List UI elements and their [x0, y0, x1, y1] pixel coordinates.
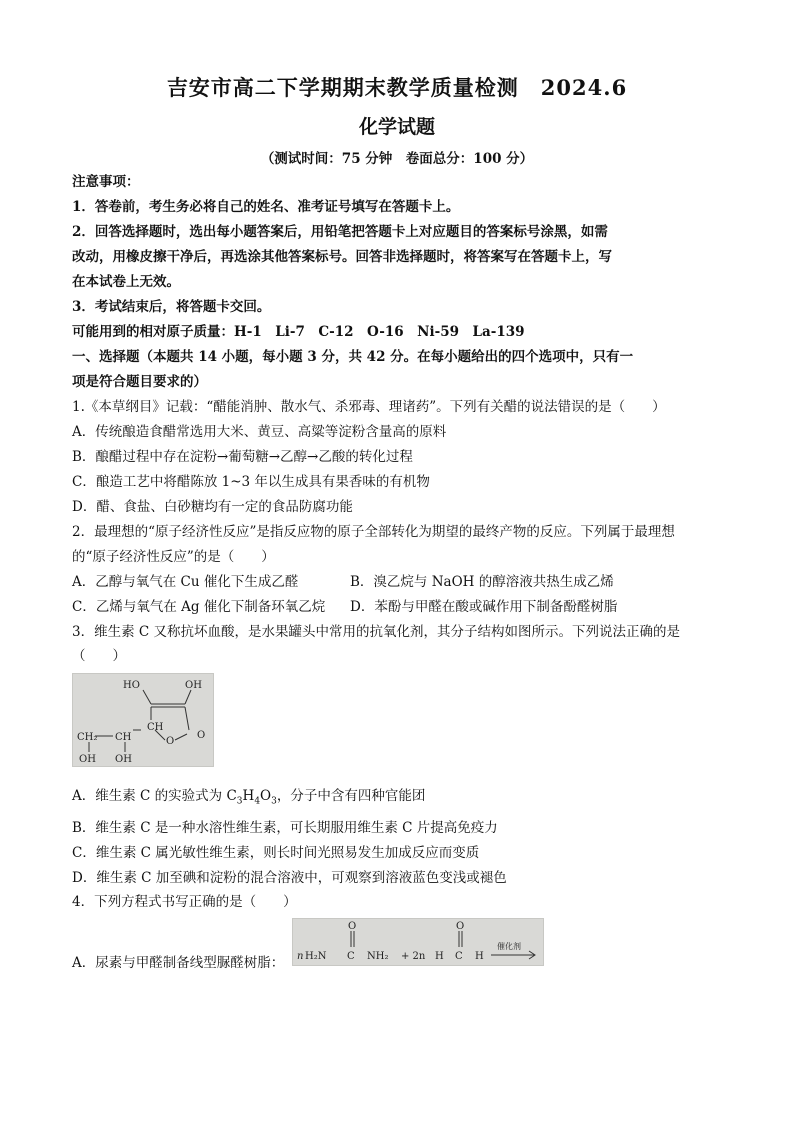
eq-n: n: [297, 951, 304, 962]
atomic-mass: 可能用到的相对原子质量：H-1 Li-7 C-12 O-16 Ni-59 La-139: [72, 324, 525, 340]
q2-stem: 2．最理想的“原子经济性反应”是指反应物的原子全部转化为期望的最终产物的反应。下列属于最理想: [72, 524, 675, 540]
q1-option-c: C．酿造工艺中将醋陈放 1~3 年以生成具有果香味的有机物: [72, 474, 430, 490]
urea-formaldehyde-equation-image: [292, 918, 544, 966]
q2-stem-cont: 的“原子经济性反应”的是（ ）: [72, 549, 275, 565]
q2-option-c: C．乙烯与氧气在 Ag 催化下制备环氧乙烷: [72, 599, 326, 615]
eq-o2: O: [456, 921, 465, 932]
note-3: 3．考试结束后，将答题卡交回。: [72, 299, 271, 315]
q3-stem-cont: （ ）: [72, 648, 126, 664]
vitamin-c-structure-image: [72, 673, 214, 767]
eq-nh2: NH₂: [367, 951, 389, 962]
q1-option-b: B．酿醋过程中存在淀粉→葡萄糖→乙醇→乙酸的转化过程: [72, 449, 413, 465]
note-2-end: 在本试卷上无效。: [72, 274, 180, 290]
note-2-cont: 改动，用橡皮擦干净后，再选涂其他答案标号。回答非选择题时，将答案写在答题卡上，写: [72, 249, 612, 265]
section-heading-cont: 项是符合题目要求的）: [72, 374, 207, 390]
mol-label-ch2: CH₂: [77, 732, 98, 743]
q4-stem: 4．下列方程式书写正确的是（ ）: [72, 894, 297, 910]
note-2: 2．回答选择题时，选出每小题答案后，用铅笔把答题卡上对应题目的答案标号涂黑，如需: [72, 224, 608, 240]
exam-title: 吉安市高二下学期期末教学质量检测 2024.6: [166, 75, 628, 100]
q3-option-a: A．维生素 C 的实验式为 $C_3H_4O_3$，分子中含有四种官能团: [72, 788, 426, 807]
mol-label-oh: OH: [185, 680, 202, 691]
notes-heading: 注意事项：: [72, 174, 140, 190]
q1-option-a: A．传统酿造食醋常选用大米、黄豆、高粱等淀粉含量高的原料: [72, 424, 447, 440]
eq-plus: + 2n: [401, 951, 426, 962]
time-info: （测试时间：75 分钟 卷面总分：100 分）: [260, 151, 534, 167]
mol-label-ch-ring: CH: [147, 722, 164, 733]
q2-option-d: D．苯酚与甲醛在酸或碱作用下制备酚醛树脂: [350, 599, 618, 615]
mol-label-o-ring: O: [166, 736, 175, 747]
note-1: 1．答卷前，考生务必将自己的姓名、准考证号填写在答题卡上。: [72, 199, 460, 215]
q1-option-d: D．醋、食盐、白砂糖均有一定的食品防腐功能: [72, 499, 353, 515]
mol-label-o-keto: O: [197, 730, 206, 741]
q1-stem: 1.《本草纲目》记载：“醋能消肿、散水气、杀邪毒、理诸药”。下列有关醋的说法错误的是（ ）: [72, 399, 666, 415]
q3-option-d: D．维生素 C 加至碘和淀粉的混合溶液中，可观察到溶液蓝色变浅或褪色: [72, 870, 507, 886]
mol-label-ho: HO: [123, 680, 140, 691]
mol-label-oh-3: OH: [79, 754, 96, 765]
mol-label-ch: CH: [115, 732, 132, 743]
eq-c1: C: [347, 951, 355, 962]
eq-h1: H: [435, 951, 444, 962]
eq-h2: H: [475, 951, 484, 962]
q3-stem: 3．维生素 C 又称抗坏血酸，是水果罐头中常用的抗氧化剂，其分子结构如图所示。下列说法正确的是: [72, 624, 680, 640]
q2-option-a: A．乙醇与氧气在 Cu 催化下生成乙醛: [72, 574, 299, 590]
subject-title: 化学试题: [358, 116, 435, 138]
eq-h2n: H₂N: [305, 951, 327, 962]
eq-o1: O: [348, 921, 357, 932]
q3-option-c: C．维生素 C 属光敏性维生素，则长时间光照易发生加成反应而变质: [72, 845, 480, 861]
q4-option-a: A．尿素与甲醛制备线型脲醛树脂：: [72, 955, 285, 971]
eq-c2: C: [455, 951, 463, 962]
section-heading: 一、选择题（本题共 14 小题，每小题 3 分，共 42 分。在每小题给出的四个选项中，只有一: [72, 349, 634, 365]
eq-catalyst: 催化剂: [497, 942, 521, 951]
q3-option-b: B．维生素 C 是一种水溶性维生素，可长期服用维生素 C 片提高免疫力: [72, 820, 498, 836]
q2-option-b: B．溴乙烷与 NaOH 的醇溶液共热生成乙烯: [350, 574, 614, 590]
mol-label-oh-4: OH: [115, 754, 132, 765]
